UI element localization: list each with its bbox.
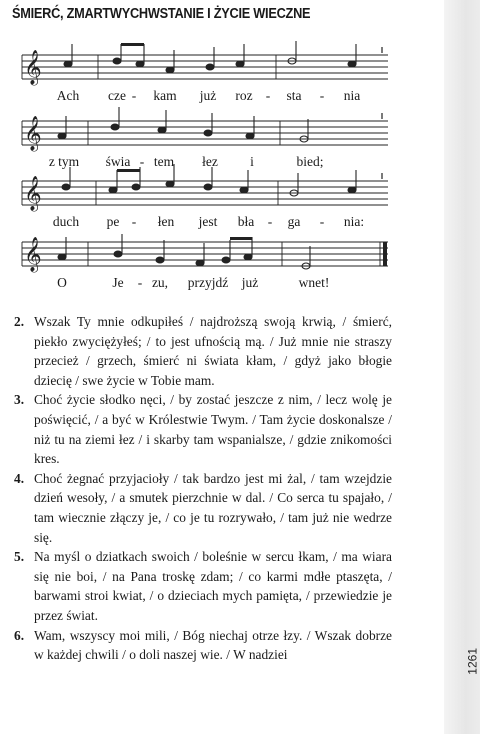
- lyric-syllable: tem: [153, 154, 175, 169]
- verse: [14, 469, 392, 547]
- lyric-syllable: ga: [287, 214, 301, 229]
- lyric-syllable: Je: [112, 275, 124, 290]
- sheet-music: [0, 0, 480, 300]
- verse-text: Choć życie słodko nęci, / by zostać jeszcze z nim, / lecz wolę je poświęcić, / a być w Królestwie Twym. / Tam życie doskonalsze / niż tu na ziemi łez / i skarby tam wspanialsze, / gdzie znikomości kres.: [34, 392, 392, 467]
- lyric-syllable: jest: [198, 214, 218, 229]
- lyric-syllable: cze: [108, 88, 126, 103]
- lyrics-line-2: [0, 154, 420, 172]
- verse-number: 2.: [14, 314, 25, 329]
- verse: [14, 312, 392, 390]
- lyric-syllable: O: [57, 275, 67, 290]
- lyric-syllable: zu,: [151, 275, 169, 290]
- lyrics-line-3: [0, 214, 420, 232]
- lyric-syllable: już: [241, 275, 259, 290]
- lyric-hyphen: -: [137, 275, 143, 290]
- lyric-syllable: pe: [106, 214, 120, 229]
- lyric-hyphen: -: [131, 214, 137, 229]
- lyric-syllable: duch: [52, 214, 80, 229]
- lyric-syllable: już: [199, 88, 217, 103]
- lyric-syllable: sta: [286, 88, 302, 103]
- verse-number: 3.: [14, 392, 25, 408]
- verse-text: Choć żegnać przyjacioły / tak bardzo jest mi żal, / tam wzejdzie dzień wesoły, / a smutek pierzchnie w dal. / Co serca tu spajało, / tam wiecznie złączy je, / co je tu rozrywało, / tam już nie wedrze się.: [34, 470, 392, 545]
- lyric-syllable: łen: [157, 214, 175, 229]
- lyric-syllable: łez: [202, 154, 218, 169]
- lyric-hyphen: -: [265, 88, 271, 103]
- treble-clef-icon: 𝄞: [24, 176, 42, 211]
- lyric-hyphen: -: [139, 154, 145, 169]
- lyrics-line-1: [0, 88, 420, 106]
- lyric-syllable: bied;: [296, 154, 324, 169]
- verse: [14, 390, 392, 468]
- verse: [14, 626, 392, 665]
- final-barline: [383, 242, 387, 266]
- lyric-syllable: nia: [343, 88, 361, 103]
- lyric-hyphen: -: [131, 88, 137, 103]
- treble-clef-icon: 𝄞: [24, 237, 42, 272]
- verse: [14, 547, 392, 625]
- verse-text: Na myśl o dziatkach swoich / boleśnie w sercu łkam, / ma wiara się nie boi, / na Pana troskę zdam; / co karmi mdłe ptaszęta, / barwami stroi kwiat, / o dzieciach mych pamięta, / przewiedzie je przez świat.: [34, 549, 392, 623]
- lyric-syllable: Ach: [56, 88, 80, 103]
- verse-number: 6.: [14, 627, 25, 643]
- staff-2: [22, 107, 388, 152]
- page-title: ŚMIERĆ, ZMARTWYCHWSTANIE I ŻYCIE WIECZNE: [12, 6, 311, 22]
- lyric-syllable: kam: [153, 88, 177, 103]
- verses-list: [14, 312, 392, 665]
- treble-clef-icon: 𝄞: [24, 50, 42, 85]
- page-number: 1261: [466, 648, 480, 675]
- lyric-hyphen: -: [267, 214, 273, 229]
- lyric-hyphen: -: [319, 214, 325, 229]
- staff-1: [22, 41, 388, 86]
- lyric-syllable: z tym: [48, 154, 80, 169]
- lyric-syllable: wnet!: [298, 275, 330, 290]
- verse-number: 5.: [14, 549, 25, 565]
- lyric-syllable: bła: [237, 214, 255, 229]
- treble-clef-icon: 𝄞: [24, 116, 42, 151]
- lyric-syllable: roz: [235, 88, 253, 103]
- lyrics-line-4: [0, 275, 420, 293]
- verse-text: Wszak Ty mnie odkupiłeś / najdroższą swoją krwią, / śmierć, piekło zwyciężyłeś; / to jest ufnością mą. / Już mnie nie straszy przecież / grzech, śmierć ni świata kłam, / gdyż jako błogie dziecię / swe życie w Tobie mam.: [34, 314, 392, 388]
- staff-4: [22, 234, 388, 273]
- lyric-syllable: i: [250, 154, 254, 169]
- lyric-hyphen: -: [319, 88, 325, 103]
- lyric-syllable: świa: [105, 154, 131, 169]
- lyric-syllable: przyjdź: [187, 275, 229, 290]
- verse-text: Wam, wszyscy moi mili, / Bóg niechaj otrze łzy. / Wszak dobrze w każdej chwili / o doli naszej wie. / W nadziei: [34, 627, 392, 663]
- verse-number: 4.: [14, 470, 25, 486]
- lyric-syllable: nia:: [343, 214, 365, 229]
